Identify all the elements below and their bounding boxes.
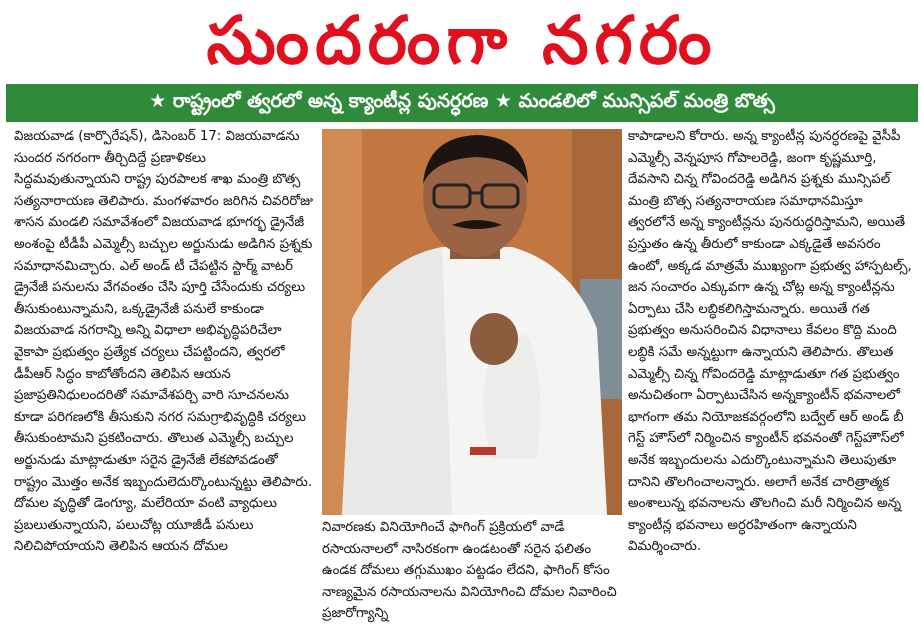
minister-portrait-illustration [322,129,622,515]
headline [0,0,924,82]
column-1-text: విజయవాడ (కార్పొరేషన్), డిసెంబర్ 17: విజయవాడను సుందర నగరంగా తీర్చిదిద్దే ప్రణాళికలు సిద్ధమవుతున్నాయని రాష్ట్ర పురపాలక శాఖ మంత్రి బొత్స సత్యనారాయణ తెలిపారు. మంగళవారం జరిగిన చివరిరోజు శాసన మండలి సమావేశంలో విజయవాడ భూగర్భ డ్రైనేజీ అంశంపై టీడీపీ ఎమ్మెల్సీ బచ్చుల అర్జునుడు అడిగిన ప్రశ్నకు సమాధానమిచ్చారు. ఎల్ అండ్ టీ చేపట్టిన స్టార్మ్ వాటర్ డ్రైనేజీ పనులను వేగవంతం చేసి పూర్తి చేసేందుకు చర్యలు తీసుకుంటున్నామని, ఒక్కడ్రైనేజీ పనులే కాకుండా విజయవాడ నగరాన్ని అన్ని విధాలా అభివృద్ధిపరిచేలా వైకాపా ప్రభుత్వం ప్రత్యేక చర్యలు చేపట్టిందని, త్వరలో డీపీఆర్ సిద్ధం కాబోతోందని తెలిపిన ఆయన ప్రజాప్రతినిధులందరితో సమావేశపర్చి వారి సూచనలను కూడా పరిగణలోకి తీసుకుని నగర సమగ్రాభివృద్ధికి చర్యలు తీసుకుంటామని ప్రకటించారు. తొలుత ఎమ్మెల్సీ బచ్చుల అర్జునుడు మాట్లాడుతూ సరైన డ్రైనేజీ లేకపోవడంతో రాష్ట్రం మొత్తం అనేక ఇబ్బందులెదుర్కొంటున్నట్టు తెలిపారు. దోమల వృద్ధితో డెంగ్యూ, మలేరియా వంటి వ్యాధులు ప్రబలుతున్నాయని, పలుచోట్ల యూజీడీ పనులు నిలిచిపోయాయని తెలిపిన ఆయన దోమల [14,129,313,555]
article-column-3 [628,126,912,638]
column-2-text: నివారణకు వినియోగించే ఫాగింగ్ ప్రక్రియలో వాడే రసాయనాలలో నాసిరకంగా ఉండటంతో సరైన ఫలితం ఉండక దోమలు తగ్గుముఖం పట్టడం లేదని, ఫాగింగ్ కోసం నాణ్యమైన రసాయనాలను వినియోగించి దోమల నివారించి ప్రజారోగ్యాన్ని [322,520,617,622]
article-column-2-bottom [322,517,622,638]
column-3-text: కాపాడాలని కోరారు. అన్న క్యాంటీన్ల పునర్ధరణపై వైసీపీ ఎమ్మెల్సీ వెన్నపూస గోపాలరెడ్డి, జంగా కృష్ణమూర్తి, దేవసాని చిన్న గోవిందరెడ్డి అడిగిన ప్రశ్నకు మున్సిపల్ మంత్రి బొత్స సత్యనారాయణ సమాధానమిస్తూ త్వరలోనే అన్న క్యాంటీన్లను పునరుద్ధరిస్తామని, అయితే ప్రస్తుతం ఉన్న తీరులో కాకుండా ఎక్కడైతే అవసరం ఉంటో, అక్కడ మాత్రమే ముఖ్యంగా ప్రభుత్వ హాస్పటల్స్, జన సంచారం ఎక్కువగా ఉన్న చోట్ల అన్న క్యాంటీన్లను ఏర్పాటు చేసి లబ్ధికలిగిస్తామన్నారు. అయితే గత ప్రభుత్వం అనుసరించిన విధానాలు కేవలం కొద్ది మంది లబ్ధికి సమే అన్నట్టుగా ఉన్నాయని తెలిపారు. తొలుత ఎమ్మెల్సీ చిన్న గోవిందరెడ్డి మాట్లాడుతూ గత ప్రభుత్వం అనుచితంగా ఏర్పాటుచేసిన అన్నక్యాంటీన్ భవనాలలో భాగంగా తమ నియోజకవర్గంలోని బద్వేల్ ఆర్ అండ్ బీ గెస్ట్ హౌస్‌లో నిర్మించిన క్యాంటీన్ భవనంతో గెస్ట్‌హౌస్‌లో అనేక ఇబ్బందులను ఎదుర్కొంటున్నామని తెలుపుతూ దానిని తొలగించాలన్నారు. అలాగే అనేక చారిత్రాత్మక అంశాలున్న భవనాలను తొలగించి మరీ నిర్మించిన అన్న క్యాంటీన్ల భవనాలు అర్ధరహితంగా ఉన్నాయని విమర్శించారు. [628,129,912,555]
article-column-1 [14,126,314,638]
subheadline-strip [6,84,918,122]
minister-photo [322,129,622,515]
headline-text: సుందరంగా నగరం [206,2,718,79]
subheadline-text: ★ రాష్ట్రంలో త్వరలో అన్న క్యాంటీన్ల పునర్ధరణ ★ మండలిలో మున్సిపల్ మంత్రి బొత్స [149,89,775,112]
